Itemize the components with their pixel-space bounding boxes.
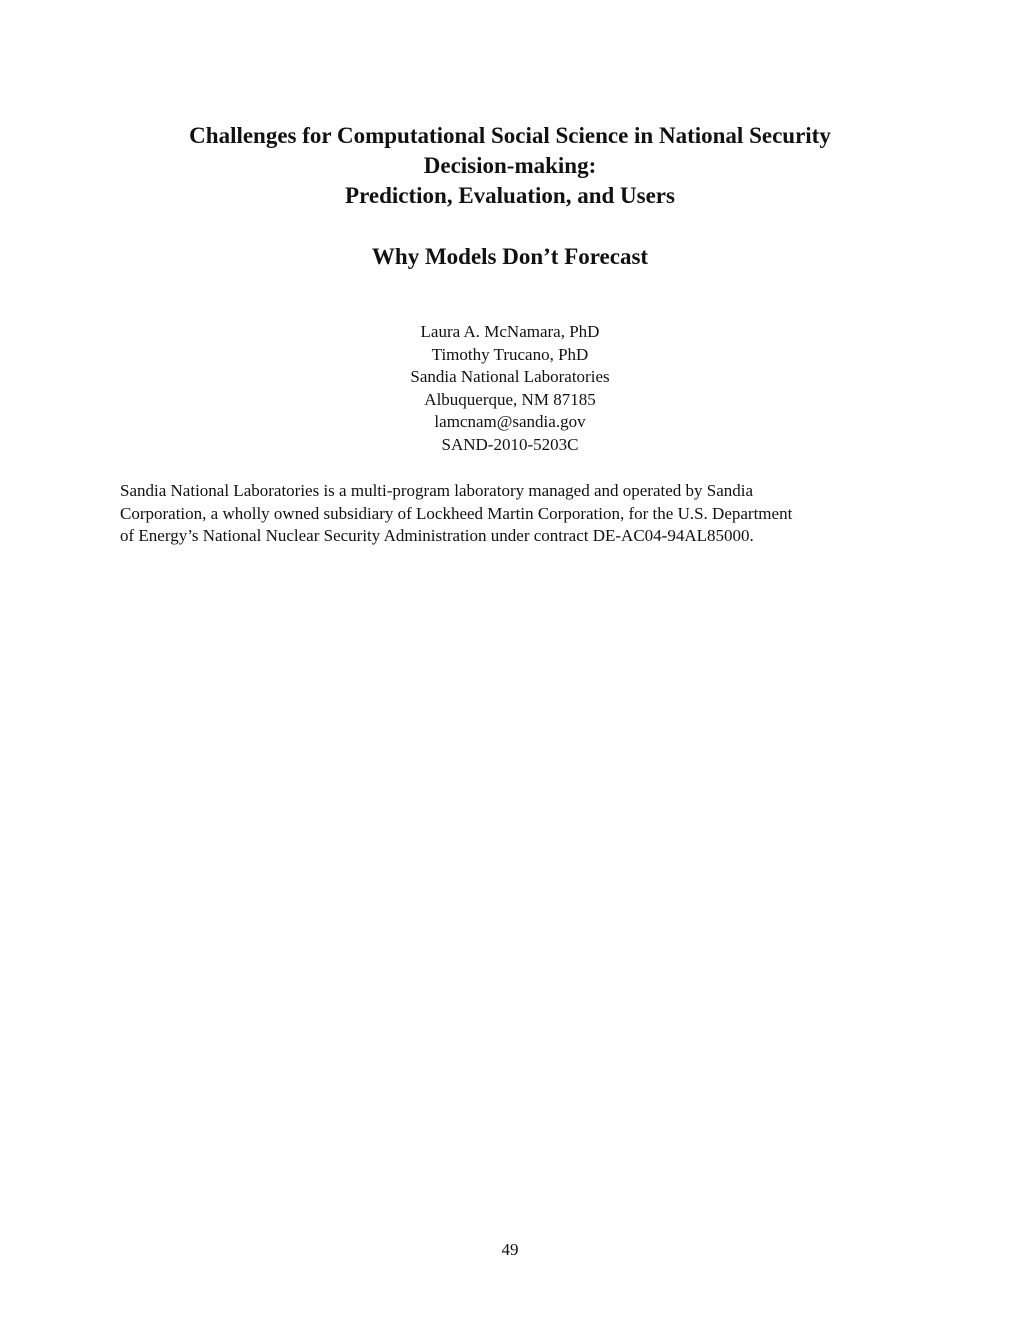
title-line-3: Prediction, Evaluation, and Users — [345, 183, 675, 208]
title-line-1: Challenges for Computational Social Science in National Security — [189, 123, 831, 148]
author-block — [100, 321, 920, 456]
notice-line-2: Corporation, a wholly owned subsidiary of Lockheed Martin Corporation, for the U.S. Department — [120, 503, 793, 523]
affiliation: Sandia National Laboratories — [410, 367, 610, 386]
document-title — [100, 121, 920, 211]
page-number: 49 — [501, 1240, 519, 1259]
author-name-2: Timothy Trucano, PhD — [431, 344, 589, 364]
email: lamcnam@sandia.gov — [434, 412, 586, 431]
location: Albuquerque, NM 87185 — [424, 389, 596, 409]
report-number: SAND-2010-5203C — [441, 434, 579, 454]
notice-line-1: Sandia National Laboratories is a multi-program laboratory managed and operated by Sandia — [120, 481, 754, 500]
title-line-2: Decision-making: — [423, 153, 597, 178]
funding-notice — [120, 480, 910, 548]
document-subtitle: Why Models Don’t Forecast — [371, 244, 649, 269]
author-name-1: Laura A. McNamara, PhD — [420, 322, 600, 341]
notice-line-3: of Energy’s National Nuclear Security Administration under contract DE-AC04-94AL85000. — [120, 526, 754, 545]
